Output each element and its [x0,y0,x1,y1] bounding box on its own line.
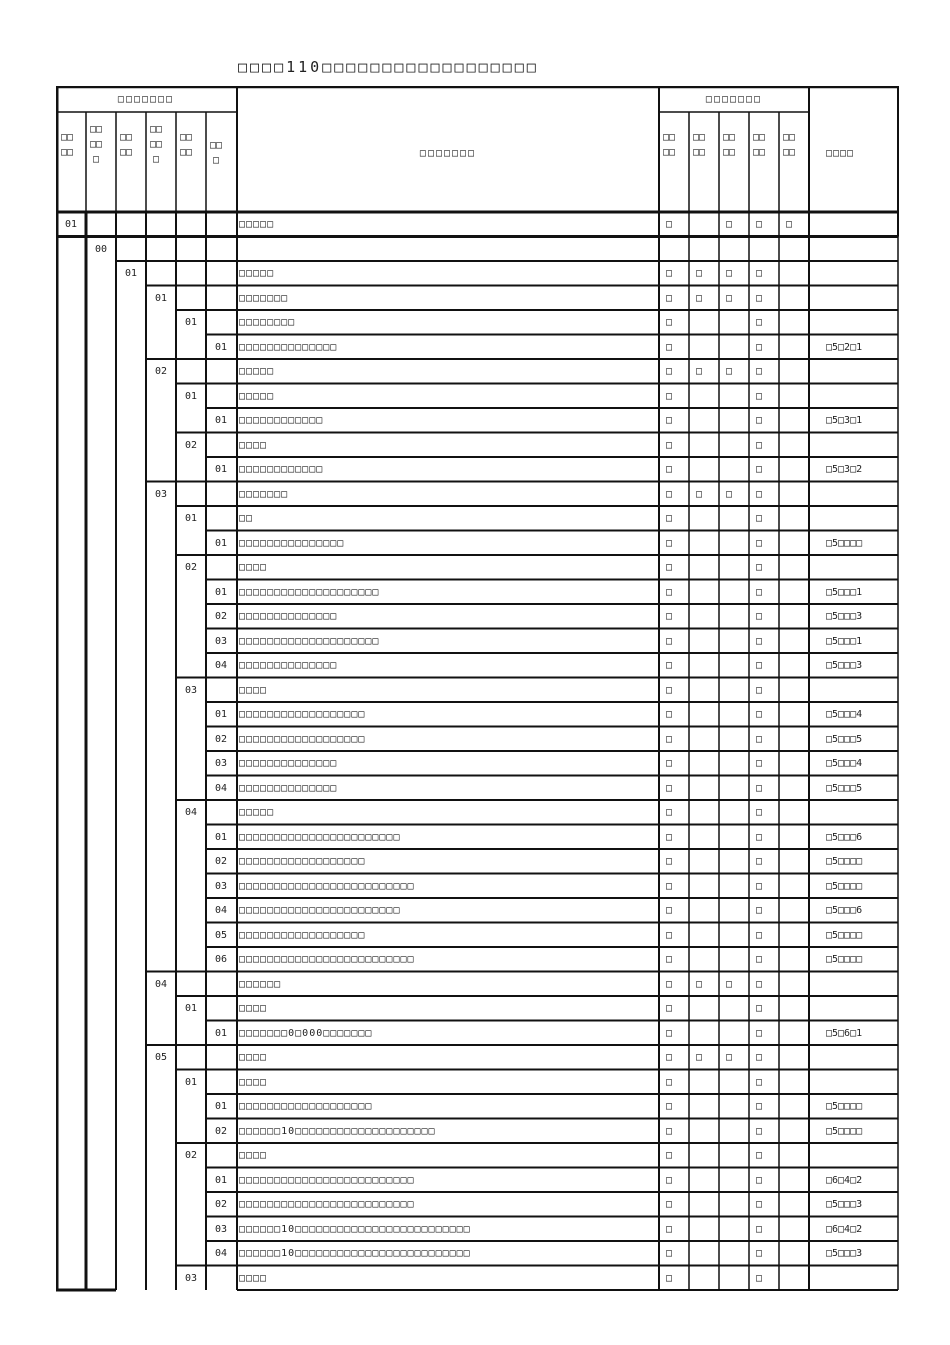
row-mark-1: □ [666,268,673,279]
row-mark-1: □ [666,390,673,402]
row-code-6: 01 [214,1027,228,1039]
row-reference: □5□2□1 [826,341,863,353]
row-reference: □5□□□□ [826,929,863,941]
row-name: □□□□□□□□□□□□□□□□□□□ [239,1101,373,1112]
row-code-6: 01 [214,464,228,475]
row-code-5: 01 [184,317,198,328]
row-reference: □5□3□2 [826,464,863,475]
row-mark-4: □ [756,1150,763,1161]
row-code-6: 05 [214,929,228,941]
row-mark-1: □ [666,954,673,965]
row-code-5: 02 [184,562,198,573]
row-code-5: 01 [184,1076,198,1088]
row-mark-1: □ [666,439,673,451]
row-mark-1: □ [666,292,673,304]
row-mark-4: □ [756,978,763,990]
row-mark-1: □ [666,366,673,377]
header-col-e: □□□□ [179,132,193,158]
header-col-k: □□□□ [782,132,796,158]
row-mark-5: □ [786,219,793,230]
row-mark-1: □ [666,1052,673,1063]
row-mark-4: □ [756,488,763,500]
row-name: □□□□□ [239,268,275,279]
row-name: □□□□□□□□□□□□□□□□□□ [239,929,366,941]
row-mark-4: □ [756,782,763,794]
row-reference: □5□□□□ [826,880,863,892]
row-name: □□□□□□□□□□□□□□ [239,782,338,794]
row-mark-3: □ [726,219,733,230]
header-col-i: □□□□ [722,132,736,158]
row-name: □□□□□□□□ [239,317,296,328]
row-code-6: 03 [214,1223,228,1235]
row-mark-4: □ [756,635,763,647]
row-mark-4: □ [756,1125,763,1137]
row-mark-4: □ [756,684,763,696]
row-mark-1: □ [666,782,673,794]
row-code-6: 01 [214,709,228,720]
row-mark-1: □ [666,978,673,990]
row-reference: □5□□□6 [826,905,863,916]
row-name: □□□□□□□□□□□□□□ [239,611,338,622]
document-title: □□□□110□□□□□□□□□□□□□□□□□□ [238,58,539,76]
row-mark-2: □ [696,1052,703,1063]
row-code-6: 01 [214,415,228,426]
row-reference: □5□□□5 [826,782,863,794]
header-col-c: □□□□ [119,132,133,158]
row-name: □□□□ [239,1272,268,1284]
row-mark-4: □ [756,709,763,720]
row-mark-4: □ [756,758,763,769]
row-code-6: 01 [214,831,228,843]
row-mark-4: □ [756,1003,763,1014]
row-reference: □5□□□3 [826,1248,863,1259]
row-mark-4: □ [756,317,763,328]
row-code-6: 01 [214,1174,228,1186]
row-code-4: 01 [154,292,168,304]
row-code-6: 02 [214,1199,228,1210]
row-name: □□□□ [239,1052,268,1063]
row-reference: □5□□□□ [826,954,863,965]
row-mark-1: □ [666,1223,673,1235]
code-table [56,86,898,1293]
row-name: □□□□□□□□□□□□□□ [239,660,338,671]
row-code-5: 03 [184,684,198,696]
row-name: □□□□□□□ [239,488,289,500]
row-mark-1: □ [666,660,673,671]
row-name: □□□□ [239,1076,268,1088]
row-code-6: 02 [214,733,228,745]
header-col-j: □□□□ [752,132,766,158]
row-code-6: 01 [214,341,228,353]
row-name: □□□□□ [239,219,275,230]
row-mark-1: □ [666,586,673,598]
row-mark-4: □ [756,1076,763,1088]
row-mark-1: □ [666,831,673,843]
row-reference: □5□□□5 [826,733,863,745]
row-mark-4: □ [756,954,763,965]
row-name: □□□□□□□□□□□□□□□□□□□□ [239,635,380,647]
row-reference: □5□□□□ [826,1125,863,1137]
row-mark-3: □ [726,366,733,377]
row-code-6: 03 [214,880,228,892]
row-name: □□□□□□□ [239,292,289,304]
row-name: □□□□□□10□□□□□□□□□□□□□□□□□□□□□□□□□ [239,1248,471,1259]
row-name: □□□□□ [239,807,275,818]
row-reference: □5□□□1 [826,635,863,647]
row-reference: □5□6□1 [826,1027,863,1039]
row-mark-3: □ [726,978,733,990]
row-mark-4: □ [756,1027,763,1039]
row-code-5: 02 [184,1150,198,1161]
row-mark-1: □ [666,880,673,892]
row-mark-1: □ [666,1003,673,1014]
row-mark-1: □ [666,513,673,524]
row-mark-1: □ [666,415,673,426]
row-mark-1: □ [666,635,673,647]
row-mark-1: □ [666,709,673,720]
row-mark-4: □ [756,733,763,745]
row-mark-1: □ [666,317,673,328]
row-mark-1: □ [666,611,673,622]
row-mark-2: □ [696,292,703,304]
row-mark-4: □ [756,807,763,818]
row-mark-4: □ [756,1223,763,1235]
row-mark-4: □ [756,366,763,377]
row-mark-1: □ [666,341,673,353]
row-code-3: 01 [124,268,138,279]
row-reference: □5□□□3 [826,1199,863,1210]
header-col-b: □□□□□ [89,124,103,165]
row-mark-4: □ [756,660,763,671]
row-code-6: 01 [214,586,228,598]
row-mark-1: □ [666,1174,673,1186]
row-mark-1: □ [666,1272,673,1284]
row-name: □□□□□□□□□□□□□□□□□□□□□□□□□ [239,1174,415,1186]
row-mark-3: □ [726,1052,733,1063]
row-code-6: 03 [214,635,228,647]
row-mark-1: □ [666,1248,673,1259]
row-name: □□□□□□□□□□□□□□□□□□ [239,733,366,745]
row-code-5: 01 [184,1003,198,1014]
row-reference: □6□4□2 [826,1174,863,1186]
row-name: □□□□□□□□□□□□□□□□□□□□□□□ [239,905,401,916]
row-mark-4: □ [756,464,763,475]
row-name: □□□□□ [239,366,275,377]
row-code-2: 00 [94,243,108,255]
row-mark-4: □ [756,586,763,598]
row-mark-4: □ [756,292,763,304]
row-mark-2: □ [696,268,703,279]
row-name: □□□□□□□□□□□□ [239,464,324,475]
row-mark-4: □ [756,537,763,549]
row-code-6: 03 [214,758,228,769]
row-mark-3: □ [726,292,733,304]
header-col-g: □□□□ [662,132,676,158]
row-name: □□□□□□□0□000□□□□□□□ [239,1027,373,1039]
row-code-6: 04 [214,782,228,794]
row-mark-4: □ [756,1052,763,1063]
row-name: □□□□□□□□□□□□□□□□□□□□□□□ [239,831,401,843]
row-mark-4: □ [756,1174,763,1186]
row-mark-1: □ [666,1125,673,1137]
row-code-1: 01 [64,219,78,230]
row-mark-1: □ [666,733,673,745]
row-mark-4: □ [756,856,763,867]
row-mark-1: □ [666,856,673,867]
row-mark-4: □ [756,880,763,892]
row-name: □□□□□□10□□□□□□□□□□□□□□□□□□□□□□□□□ [239,1223,471,1235]
row-mark-1: □ [666,1027,673,1039]
row-mark-4: □ [756,415,763,426]
row-code-4: 02 [154,366,168,377]
row-mark-1: □ [666,758,673,769]
row-mark-1: □ [666,1199,673,1210]
row-reference: □6□4□2 [826,1223,863,1235]
row-name: □□□□□□□□□□□□□□□□□□□□□□□□□ [239,954,415,965]
row-reference: □5□□□□ [826,1101,863,1112]
row-name: □□□□□□□□□□□□□□ [239,341,338,353]
row-mark-1: □ [666,464,673,475]
row-mark-2: □ [696,978,703,990]
row-reference: □5□□□6 [826,831,863,843]
row-mark-2: □ [696,488,703,500]
row-mark-1: □ [666,537,673,549]
row-name: □□□□ [239,684,268,696]
row-code-5: 04 [184,807,198,818]
header-name: □□□□□□□ [419,148,477,159]
row-mark-4: □ [756,611,763,622]
row-reference: □5□3□1 [826,415,863,426]
header-col-a: □□□□ [60,132,74,158]
row-mark-3: □ [726,268,733,279]
row-mark-1: □ [666,905,673,916]
row-mark-1: □ [666,219,673,230]
row-reference: □5□□□1 [826,586,863,598]
row-name: □□□□□□□□□□□□□□□□□□ [239,709,366,720]
row-mark-3: □ [726,488,733,500]
row-code-6: 02 [214,856,228,867]
header-col-f: □□□ [209,140,223,166]
row-code-4: 05 [154,1052,168,1063]
row-mark-4: □ [756,1101,763,1112]
row-code-6: 06 [214,954,228,965]
row-mark-1: □ [666,1150,673,1161]
row-mark-4: □ [756,562,763,573]
row-mark-1: □ [666,684,673,696]
row-mark-4: □ [756,439,763,451]
row-name: □□□□□□□□□□□□□□□ [239,537,345,549]
row-mark-1: □ [666,562,673,573]
row-mark-1: □ [666,1076,673,1088]
row-code-6: 04 [214,660,228,671]
row-code-5: 01 [184,513,198,524]
row-reference: □5□□□3 [826,660,863,671]
row-mark-1: □ [666,488,673,500]
row-name: □□□□ [239,1150,268,1161]
row-code-6: 02 [214,611,228,622]
row-mark-4: □ [756,390,763,402]
row-mark-4: □ [756,219,763,230]
header-col-d: □□□□□ [149,124,163,165]
row-name: □□□□ [239,439,268,451]
row-mark-4: □ [756,831,763,843]
row-name: □□□□□□10□□□□□□□□□□□□□□□□□□□□ [239,1125,436,1137]
header-remark: □□□□ [825,148,855,159]
row-mark-4: □ [756,905,763,916]
header-col-h: □□□□ [692,132,706,158]
row-name: □□□□□ [239,390,275,402]
row-code-6: 04 [214,1248,228,1259]
row-code-5: 01 [184,390,198,402]
row-name: □□□□ [239,562,268,573]
row-mark-4: □ [756,341,763,353]
row-name: □□ [239,513,254,524]
row-name: □□□□□□ [239,978,282,990]
row-code-5: 03 [184,1272,198,1284]
row-code-6: 01 [214,537,228,549]
row-reference: □5□□□4 [826,758,863,769]
row-mark-1: □ [666,1101,673,1112]
row-mark-4: □ [756,1199,763,1210]
row-name: □□□□□□□□□□□□□□□□□□□□□□□□□ [239,880,415,892]
row-code-4: 04 [154,978,168,990]
row-mark-4: □ [756,1272,763,1284]
row-mark-1: □ [666,929,673,941]
row-code-6: 01 [214,1101,228,1112]
row-mark-4: □ [756,513,763,524]
header-group-right: □□□□□□□ [705,94,763,105]
row-mark-2: □ [696,366,703,377]
row-code-6: 02 [214,1125,228,1137]
row-reference: □5□□□3 [826,611,863,622]
row-name: □□□□□□□□□□□□□□□□□□□□ [239,586,380,598]
row-name: □□□□□□□□□□□□□□□□□□ [239,856,366,867]
row-reference: □5□□□□ [826,856,863,867]
row-name: □□□□ [239,1003,268,1014]
row-code-6: 04 [214,905,228,916]
row-mark-4: □ [756,929,763,941]
row-name: □□□□□□□□□□□□□□ [239,758,338,769]
row-code-4: 03 [154,488,168,500]
row-reference: □5□□□4 [826,709,863,720]
row-mark-1: □ [666,807,673,818]
row-mark-4: □ [756,268,763,279]
row-code-5: 02 [184,439,198,451]
row-mark-4: □ [756,1248,763,1259]
row-reference: □5□□□□ [826,537,863,549]
row-name: □□□□□□□□□□□□ [239,415,324,426]
header-group-left: □□□□□□□ [117,94,175,105]
row-name: □□□□□□□□□□□□□□□□□□□□□□□□□ [239,1199,415,1210]
